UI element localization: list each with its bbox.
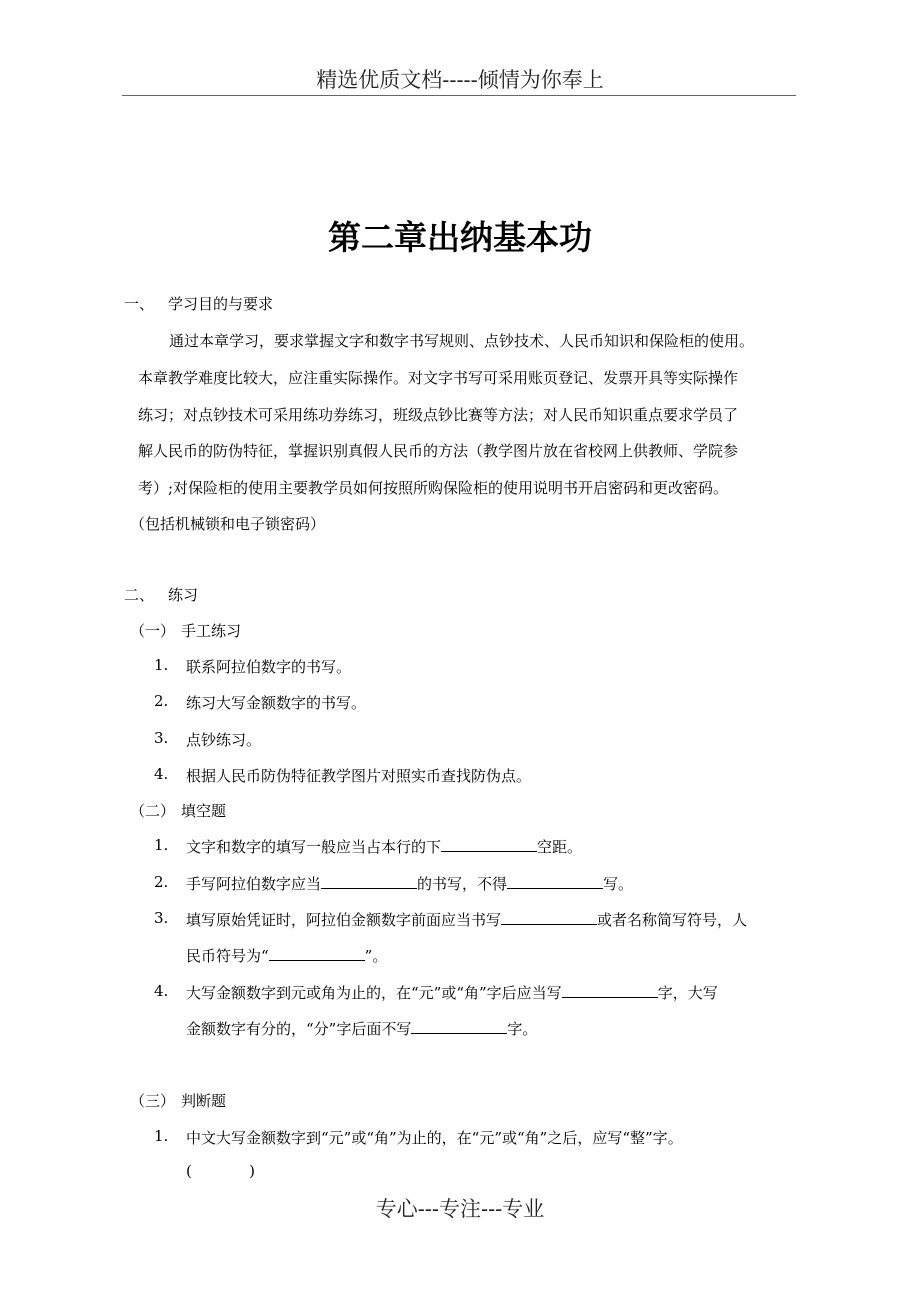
list-item: 练习大写金额数字的书写。: [186, 694, 367, 712]
subsection-3-heading: 判断题: [181, 1092, 227, 1110]
subsection-1-label: （一）: [130, 622, 176, 640]
fill-blank-text: 字。: [507, 1020, 538, 1038]
fill-blank-text: 的书写，不得: [417, 875, 508, 893]
fill-blank-text: ”。: [364, 947, 388, 965]
list-item-number: 4.: [154, 982, 169, 1000]
blank-line[interactable]: [501, 909, 597, 925]
fill-blank-text: 文字和数字的填写一般应当占本行的下: [186, 838, 442, 856]
subsection-2-heading: 填空题: [181, 802, 227, 820]
section-1-paragraph-line: 通过本章学习，要求掌握文字和数字书写规则、点钞技术、人民币知识和保险柜的使用。: [169, 332, 755, 350]
judgment-item: 中文大写金额数字到“元”或“角”为止的，在“元”或“角”之后，应写“整”字。: [186, 1129, 683, 1147]
list-item: 根据人民币防伪特征教学图片对照实币查找防伪点。: [186, 767, 532, 785]
header-divider: [122, 95, 796, 96]
list-item: 点钞练习。: [186, 731, 262, 749]
fill-blank-text: 手写阿拉伯数字应当: [186, 875, 322, 893]
fill-blank-text: 或者名称简写符号，人: [597, 911, 748, 929]
fill-blank-text: 填写原始凭证时，阿拉伯金额数字前面应当书写: [186, 911, 502, 929]
section-1-number: 一、: [124, 295, 155, 313]
list-item-number: 2.: [154, 873, 169, 891]
section-1-paragraph-line: （包括机械锁和电子锁密码）: [130, 515, 326, 533]
fill-blank-item: [186, 982, 718, 1003]
subsection-1-heading: 手工练习: [181, 622, 242, 640]
fill-blank-text: 民币符号为“: [186, 947, 269, 965]
fill-blank-text: 大写金额数字到元或角为止的，在“元”或“角”字后应当写: [186, 984, 562, 1002]
section-1-paragraph-line: 本章教学难度比较大，应注重实际操作。对文字书写可采用账页登记、发票开具等实际操作: [138, 369, 739, 387]
blank-line[interactable]: [562, 982, 658, 998]
fill-blank-item: [186, 873, 633, 894]
section-1-paragraph-line: 练习；对点钞技术可采用练功券练习，班级点钞比赛等方法；对人民币知识重点要求学员了: [138, 406, 739, 424]
fill-blank-item-continuation: [186, 1018, 537, 1039]
blank-line[interactable]: [507, 873, 603, 889]
blank-line[interactable]: [411, 1018, 507, 1034]
answer-parentheses[interactable]: ( ): [186, 1162, 255, 1180]
section-1-heading: 学习目的与要求: [168, 295, 274, 313]
blank-line[interactable]: [321, 873, 417, 889]
section-2-number: 二、: [124, 586, 155, 604]
section-1-paragraph-line: 解人民币的防伪特征，掌握识别真假人民币的方法（教学图片放在省校网上供教师、学院参: [138, 442, 739, 460]
fill-blank-item: [186, 909, 747, 930]
fill-blank-text: 字，大写: [657, 984, 718, 1002]
list-item-number: 2.: [154, 692, 169, 710]
list-item-number: 1.: [154, 656, 169, 674]
fill-blank-text: 写。: [603, 875, 634, 893]
fill-blank-item: [186, 836, 582, 857]
list-item-number: 3.: [154, 729, 169, 747]
fill-blank-item-continuation: [186, 945, 387, 966]
blank-line[interactable]: [269, 945, 365, 961]
blank-line[interactable]: [441, 836, 537, 852]
page-footer: 专心---专注---专业: [375, 1197, 545, 1221]
list-item-number: 3.: [154, 909, 169, 927]
fill-blank-text: 空距。: [537, 838, 583, 856]
fill-blank-text: 金额数字有分的，“分”字后面不写: [186, 1020, 412, 1038]
list-item: 联系阿拉伯数字的书写。: [186, 658, 352, 676]
section-2-heading: 练习: [168, 586, 199, 604]
list-item-number: 4.: [154, 765, 169, 783]
section-1-paragraph-line: 考）;对保险柜的使用主要教学员如何按照所购保险柜的使用说明书开启密码和更改密码。: [138, 479, 729, 497]
list-item-number: 1.: [154, 1127, 169, 1145]
subsection-2-label: （二）: [130, 802, 176, 820]
page-title: 第二章出纳基本功: [328, 218, 592, 257]
subsection-3-label: （三）: [130, 1092, 176, 1110]
page-header: 精选优质文档-----倾情为你奉上: [316, 68, 604, 92]
list-item-number: 1.: [154, 836, 169, 854]
